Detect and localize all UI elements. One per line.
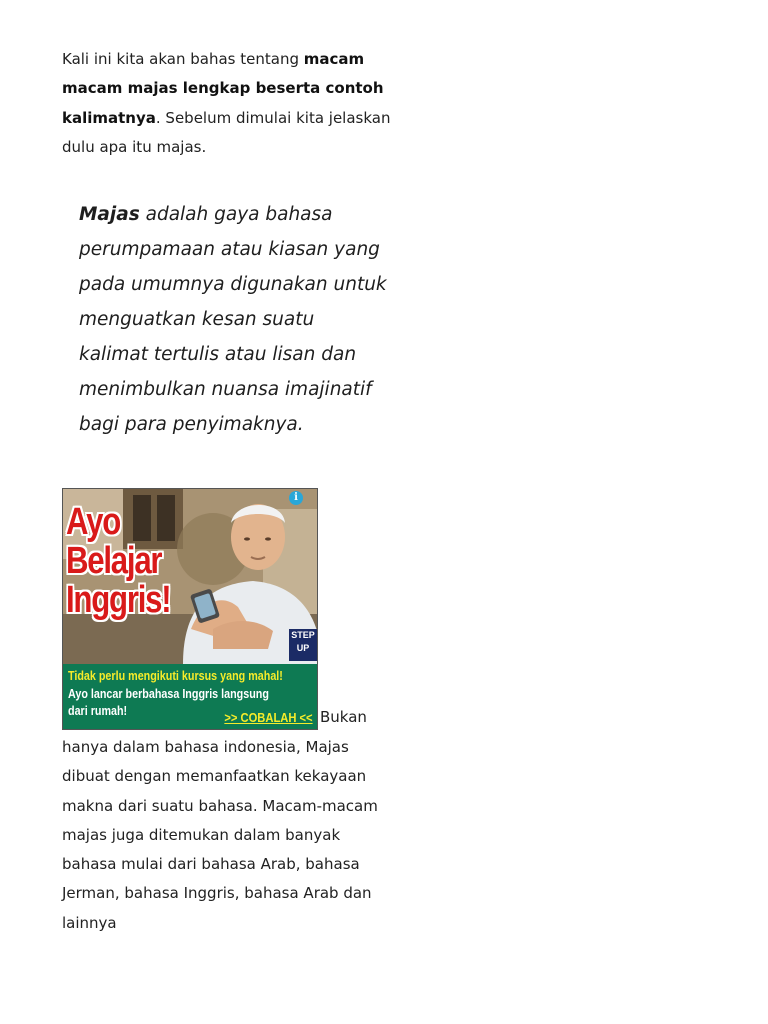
ad-headline-line: Ayo <box>66 501 121 543</box>
intro-lead-text: Kali ini kita akan bahas tentang <box>62 50 304 68</box>
intro-paragraph <box>62 45 392 162</box>
logo-text-bottom: UP <box>296 643 310 653</box>
ad-cta-link[interactable]: >> COBALAH << <box>224 710 313 725</box>
ad-headline-line: Belajar <box>66 540 162 582</box>
intro-bold-topic: macam macam majas lengkap beserta contoh kalimatnya <box>62 50 384 127</box>
advertisement-banner[interactable] <box>62 488 318 730</box>
ad-headline <box>66 503 170 620</box>
quote-definition: adalah gaya bahasa perumpamaan atau kiasan yang pada umumnya digunakan untuk menguatkan kesan suatu kalimat tertulis atau lisan dan menimbulkan nuansa imajinatif bagi para penyimaknya. <box>79 204 387 435</box>
intro-tail-text: . Sebelum dimulai kita jelaskan dulu apa itu majas. <box>62 108 391 156</box>
ad-info-icon[interactable]: i <box>289 491 303 505</box>
ad-subtext: Ayo lancar berbahasa Inggris langsung dari rumah! <box>68 687 269 718</box>
continuation-first-word: Bukan <box>320 708 367 726</box>
ad-tagline: Tidak perlu mengikuti kursus yang mahal! <box>68 669 283 683</box>
ad-headline-line: Inggris! <box>66 579 171 621</box>
logo-text-top: STEP <box>291 630 315 640</box>
stepup-logo <box>289 629 317 661</box>
body-paragraph: hanya dalam bahasa indonesia, Majas dibuat dengan memanfaatkan kekayaan makna dari suatu bahasa. Macam-macam majas juga ditemukan dalam banyak bahasa mulai dari bahasa Arab, bahasa Jerman, bahasa Inggris, bahasa Arab dan lainnya <box>62 738 378 932</box>
quote-term: Majas <box>79 204 140 225</box>
majas-definition-quote <box>79 197 389 442</box>
